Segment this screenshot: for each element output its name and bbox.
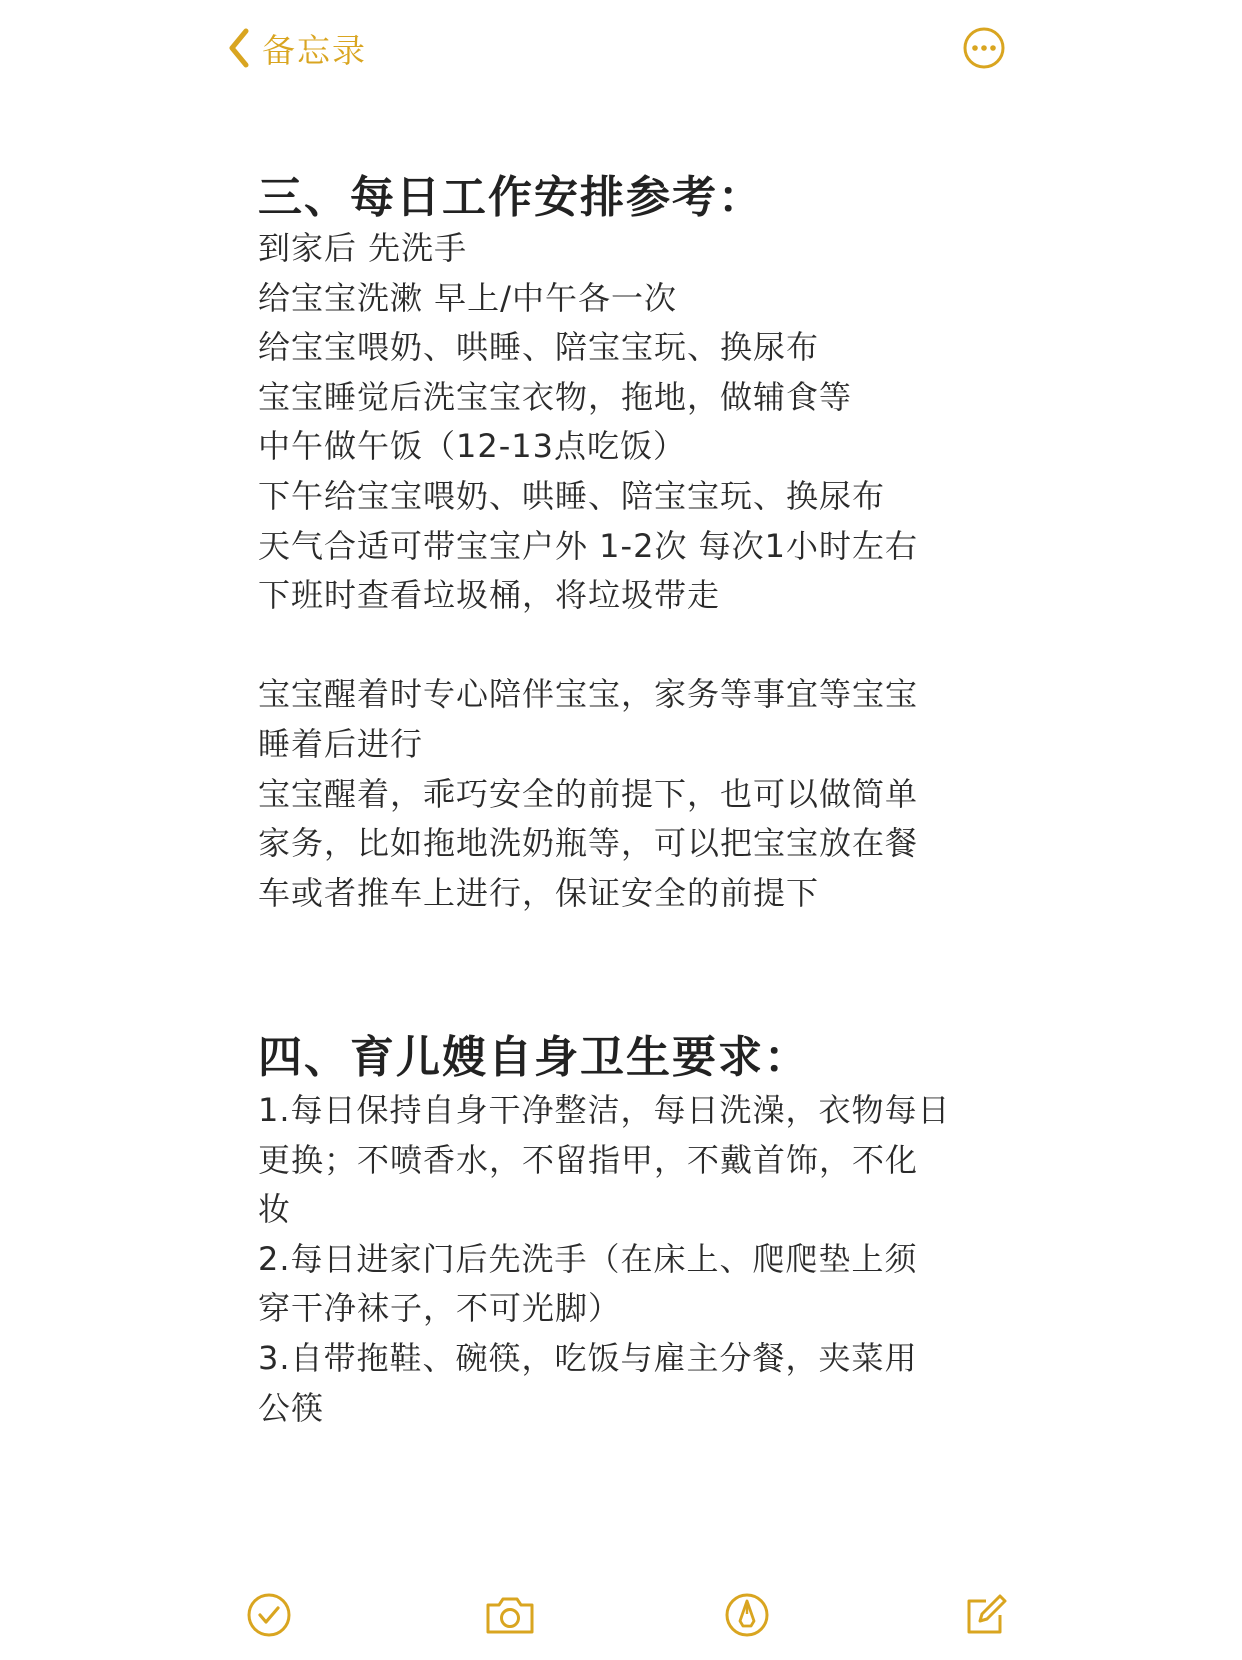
more-options-button[interactable] <box>962 26 1006 70</box>
markup-button[interactable] <box>722 1590 772 1640</box>
markup-pen-icon <box>722 1590 772 1640</box>
note-line: 天气合适可带宝宝户外 1-2次 每次1小时左右 <box>258 526 918 565</box>
note-line: 到家后 先洗手 <box>258 229 468 267</box>
section-3-heading: 三、每日工作安排参考： <box>258 172 764 223</box>
note-line: 给宝宝喂奶、哄睡、陪宝宝玩、换尿布 <box>258 328 820 367</box>
note-line: 中午做午饭（12-13点吃饭） <box>258 427 686 466</box>
note-line: 宝宝睡觉后洗宝宝衣物，拖地，做辅食等 <box>258 377 853 416</box>
note-line: 睡着后进行 <box>258 724 424 763</box>
section-3-content <box>258 224 1018 918</box>
note-line: 穿干净袜子，不可光脚） <box>258 1289 622 1328</box>
note-line: 车或者推车上进行，保证安全的前提下 <box>258 873 820 912</box>
note-line: 更换；不喷香水，不留指甲，不戴首饰，不化 <box>258 1140 919 1179</box>
blank-line <box>258 621 1018 671</box>
note-line: 宝宝醒着，乖巧安全的前提下，也可以做简单 <box>258 774 919 813</box>
section-4-heading: 四、育儿嫂自身卫生要求： <box>258 1032 810 1083</box>
checklist-button[interactable] <box>244 1590 294 1640</box>
note-line: 2.每日进家门后先洗手（在床上、爬爬垫上须 <box>258 1239 918 1278</box>
navigation-bar <box>0 0 1242 100</box>
note-line: 下班时查看垃圾桶，将垃圾带走 <box>258 576 721 615</box>
note-line: 给宝宝洗漱 早上/中午各一次 <box>258 278 677 317</box>
section-4-content <box>258 1086 1018 1433</box>
note-line: 3.自带拖鞋、碗筷，吃饭与雇主分餐，夹菜用 <box>258 1338 918 1377</box>
back-label: 备忘录 <box>262 30 367 70</box>
camera-button[interactable] <box>482 1590 538 1640</box>
compose-icon <box>960 1590 1010 1640</box>
note-line: 宝宝醒着时专心陪伴宝宝，家务等事宜等宝宝 <box>258 675 919 714</box>
note-line: 妆 <box>258 1190 292 1229</box>
compose-button[interactable] <box>960 1590 1010 1640</box>
note-line: 公筷 <box>258 1388 325 1427</box>
back-button[interactable] <box>228 22 367 74</box>
note-line: 家务，比如拖地洗奶瓶等，可以把宝宝放在餐 <box>258 824 919 863</box>
note-line: 下午给宝宝喂奶、哄睡、陪宝宝玩、换尿布 <box>258 476 886 515</box>
bottom-toolbar <box>0 1590 1242 1650</box>
camera-icon <box>482 1590 538 1640</box>
ellipsis-circle-icon <box>962 55 1006 74</box>
chevron-left-icon <box>228 28 250 68</box>
checklist-icon <box>244 1590 294 1640</box>
note-body[interactable] <box>258 168 1018 918</box>
note-line: 1.每日保持自身干净整洁，每日洗澡，衣物每日 <box>258 1091 951 1129</box>
